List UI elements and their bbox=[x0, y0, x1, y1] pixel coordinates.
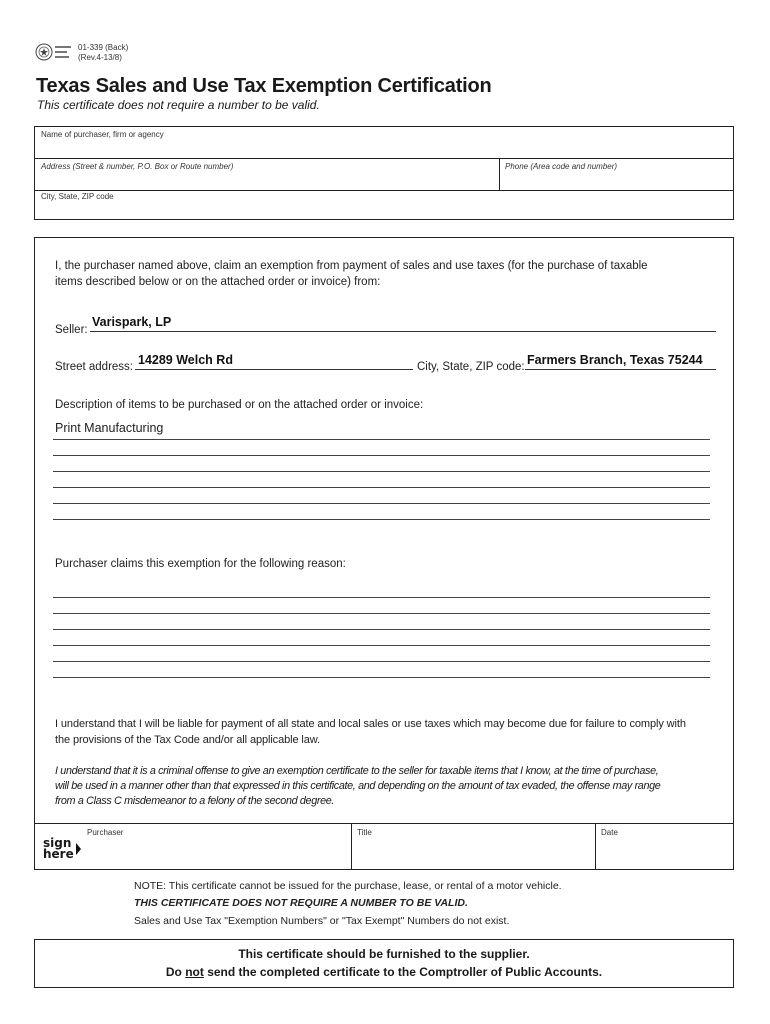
sign-here-text: sign bbox=[43, 836, 72, 850]
form-revision: (Rev.4-13/8) bbox=[78, 53, 122, 62]
description-line[interactable] bbox=[53, 487, 710, 488]
criminal-offense-statement bbox=[55, 764, 660, 809]
reason-line[interactable] bbox=[53, 661, 710, 662]
description-line[interactable] bbox=[53, 503, 710, 504]
purchaser-name-label: Name of purchaser, firm or agency bbox=[41, 130, 164, 139]
description-label: Description of items to be purchased or on the attached order or invoice: bbox=[55, 399, 424, 411]
street-address-label: Street address: bbox=[55, 361, 133, 373]
description-line[interactable] bbox=[53, 519, 710, 520]
do-not-send-prefix: Do bbox=[165, 965, 186, 979]
do-not-send-emphasis: not bbox=[185, 965, 204, 979]
address-row bbox=[35, 159, 733, 191]
address-field[interactable] bbox=[35, 159, 500, 190]
criminal-offense-line: I understand that it is a criminal offense to give an exemption certificate to the seller for taxable items that I know, at the time of purchase, bbox=[55, 765, 659, 777]
description-line[interactable] bbox=[53, 439, 710, 440]
note-exemption-numbers: Sales and Use Tax "Exemption Numbers" or "Tax Exempt" Numbers do not exist. bbox=[134, 915, 510, 927]
reason-line[interactable] bbox=[53, 677, 710, 678]
reason-line[interactable] bbox=[53, 597, 710, 598]
reason-line[interactable] bbox=[53, 613, 710, 614]
description-line[interactable] bbox=[53, 455, 710, 456]
street-address-value: 14289 Welch Rd bbox=[138, 353, 233, 367]
title-field[interactable] bbox=[352, 824, 596, 870]
claim-statement bbox=[55, 258, 648, 290]
city-state-zip-label: City, State, ZIP code bbox=[41, 192, 114, 201]
purchaser-name-field[interactable] bbox=[35, 127, 733, 159]
city-state-zip-label-2: City, State, ZIP code: bbox=[417, 361, 525, 373]
reason-label: Purchaser claims this exemption for the following reason: bbox=[55, 558, 346, 570]
do-not-send-suffix: send the completed certificate to the Comptroller of Public Accounts. bbox=[203, 965, 603, 979]
street-address-line[interactable] bbox=[135, 369, 413, 370]
note-no-number: THIS CERTIFICATE DOES NOT REQUIRE A NUMBER TO BE VALID. bbox=[134, 897, 468, 909]
furnish-supplier-text: This certificate should be furnished to the supplier. bbox=[238, 947, 530, 961]
seller-line[interactable] bbox=[90, 331, 716, 332]
description-value: Print Manufacturing bbox=[55, 421, 164, 435]
reason-line[interactable] bbox=[53, 629, 710, 630]
texas-comptroller-seal-icon bbox=[35, 42, 73, 62]
signature-row bbox=[35, 823, 733, 870]
city-state-zip-field[interactable] bbox=[35, 191, 733, 219]
city-state-zip-value: Farmers Branch, Texas 75244 bbox=[527, 353, 703, 367]
seller-value: Varispark, LP bbox=[92, 315, 172, 329]
claim-statement-line: items described below or on the attached order or invoice) from: bbox=[55, 276, 381, 288]
claim-statement-line: I, the purchaser named above, claim an exemption from payment of sales and use taxes (for the purchase of taxable bbox=[55, 260, 648, 272]
liability-statement bbox=[55, 716, 686, 748]
address-label: Address (Street & number, P.O. Box or Route number) bbox=[41, 162, 234, 171]
city-state-zip-line[interactable] bbox=[525, 369, 716, 370]
reason-line[interactable] bbox=[53, 645, 710, 646]
liability-line: I understand that I will be liable for payment of all state and local sales or use taxes which may become due for failure to comply with bbox=[55, 718, 686, 730]
sign-here-text: here bbox=[43, 847, 74, 861]
date-label: Date bbox=[601, 828, 618, 837]
note-motor-vehicle: NOTE: This certificate cannot be issued for the purchase, lease, or rental of a motor vehicle. bbox=[134, 880, 562, 892]
form-number-block bbox=[78, 43, 128, 63]
submission-instructions-box bbox=[34, 939, 734, 988]
phone-label: Phone (Area code and number) bbox=[505, 162, 618, 171]
criminal-offense-line: will be used in a manner other than that expressed in this certificate, and depending on the amount of tax evaded, the offense may range bbox=[55, 780, 661, 792]
purchaser-info-box bbox=[34, 126, 734, 220]
purchaser-signature-field[interactable] bbox=[35, 824, 352, 870]
page-title: Texas Sales and Use Tax Exemption Certification bbox=[36, 75, 492, 97]
title-label: Title bbox=[357, 828, 372, 837]
seller-label: Seller: bbox=[55, 324, 88, 336]
criminal-offense-line: from a Class C misdemeanor to a felony of the second degree. bbox=[55, 795, 335, 807]
page-subtitle: This certificate does not require a number to be valid. bbox=[37, 98, 320, 112]
do-not-send-text bbox=[35, 963, 733, 981]
phone-field[interactable] bbox=[500, 159, 733, 190]
date-field[interactable] bbox=[596, 824, 733, 870]
form-number: 01-339 (Back) bbox=[78, 43, 129, 52]
liability-line: the provisions of the Tax Code and/or all applicable law. bbox=[55, 734, 320, 746]
purchaser-signature-label: Purchaser bbox=[87, 828, 124, 837]
description-line[interactable] bbox=[53, 471, 710, 472]
